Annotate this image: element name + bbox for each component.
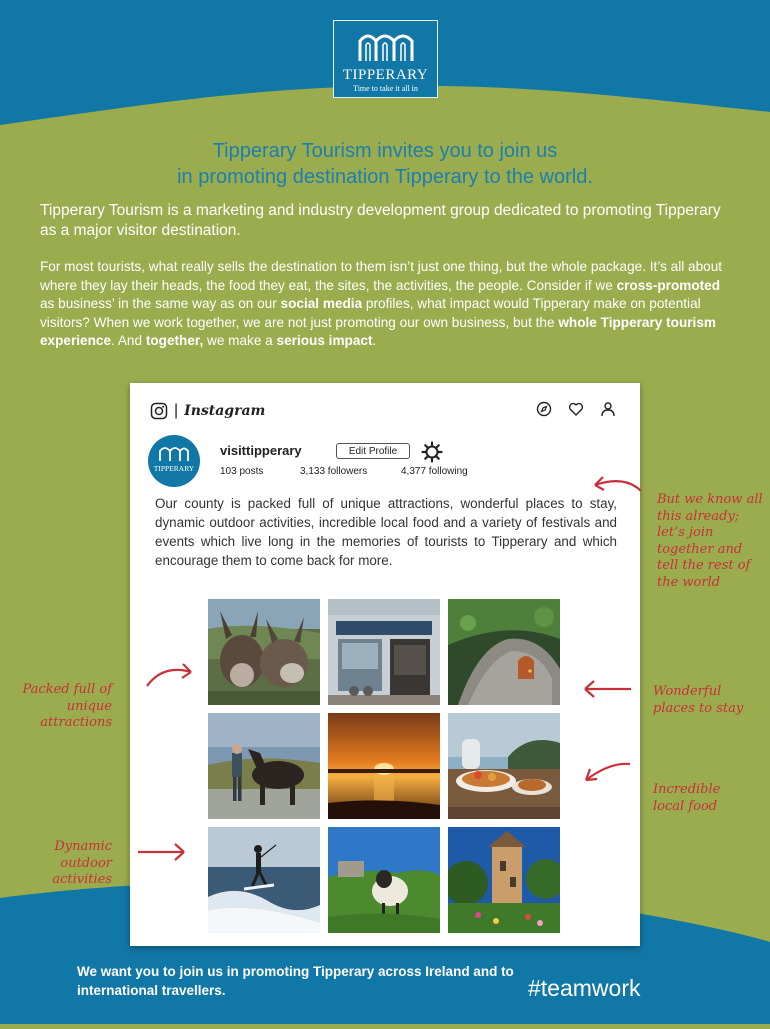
followers-count[interactable]: 3,133 followers	[300, 466, 368, 477]
photo-sheep[interactable]	[328, 827, 440, 933]
photo-horse-rider[interactable]	[208, 713, 320, 819]
username[interactable]: visittipperary	[220, 443, 302, 458]
gear-icon[interactable]	[421, 441, 443, 463]
instagram-wordmark: Instagram	[184, 403, 266, 419]
posts-count: 103 posts	[220, 466, 264, 477]
arrow-left-icon	[585, 473, 645, 503]
annotation-attractions: Packed full of unique attractions	[22, 682, 112, 730]
photo-food-table[interactable]	[448, 713, 560, 819]
photo-sunset[interactable]	[328, 713, 440, 819]
arrow-left-icon	[576, 758, 636, 788]
annotation-places-to-stay: Wonderful places to stay	[653, 684, 744, 716]
arrow-left-icon	[577, 677, 637, 701]
instagram-profile-card	[130, 383, 640, 946]
headline-line-1: Tipperary Tourism invites you to join us	[212, 140, 558, 162]
avatar-logo-icon	[148, 439, 200, 465]
heart-icon[interactable]	[568, 401, 584, 417]
castle-arches-icon	[358, 31, 415, 63]
avatar[interactable]	[148, 435, 200, 487]
arrow-right-icon	[134, 840, 194, 864]
person-icon[interactable]	[600, 401, 616, 417]
avatar-label: TIPPERARY	[153, 464, 195, 473]
compass-icon[interactable]	[536, 401, 552, 417]
tipperary-logo	[333, 20, 438, 98]
profile-bio: Our county is packed full of unique attractions, wonderful places to stay, dynamic outdoor activities, incredible local food and a variety of festivals and events which live long in the memories of tourists to Tipperary and which encourage them to come back for more.	[155, 496, 617, 568]
body-paragraph: For most tourists, what really sells the destination to them isn’t just one thing, but the whole package. It’s all about where they lay their heads, the food they eat, the sites, the activities, the people. Consider if we cross-promoted as business’ in the same way as on our social media profiles, what impact would Tipperary make on potential visitors? When we work together, we are not just promoting our own business, but the whole Tipperary tourism experience. And together, we make a serious impact.	[40, 259, 723, 348]
edit-profile-button[interactable]: Edit Profile	[336, 443, 410, 459]
photo-castle-garden[interactable]	[448, 827, 560, 933]
headline-line-2: in promoting destination Tipperary to the world.	[177, 166, 593, 188]
hashtag: #teamwork	[528, 975, 641, 1001]
header-separator: |	[174, 402, 179, 419]
following-count[interactable]: 4,377 following	[401, 466, 468, 477]
footer-message: We want you to join us in promoting Tipperary across Ireland and to international travellers.	[77, 964, 514, 998]
photo-donkeys[interactable]	[208, 599, 320, 705]
intro-paragraph: Tipperary Tourism is a marketing and industry development group dedicated to promoting Tipperary as a major visitor destination.	[40, 202, 721, 239]
profile-stats	[220, 466, 468, 477]
arrow-right-icon	[143, 660, 203, 692]
logo-name: TIPPERARY	[342, 67, 429, 83]
logo-tagline: Time to take it all in	[353, 84, 418, 93]
instagram-nav-icons	[536, 401, 616, 417]
photo-surfer[interactable]	[208, 827, 320, 933]
photo-shop-front[interactable]	[328, 599, 440, 705]
annotation-outdoor-activities: Dynamic outdoor activities	[52, 839, 112, 887]
annotation-local-food: Incredible local food	[653, 782, 721, 814]
instagram-header	[150, 402, 265, 420]
photo-fairy-door[interactable]	[448, 599, 560, 705]
instagram-icon[interactable]	[150, 402, 168, 420]
annotation-already-know: But we know all this already; let’s join together and tell the rest of the world	[657, 492, 763, 590]
page-headline	[0, 138, 770, 190]
